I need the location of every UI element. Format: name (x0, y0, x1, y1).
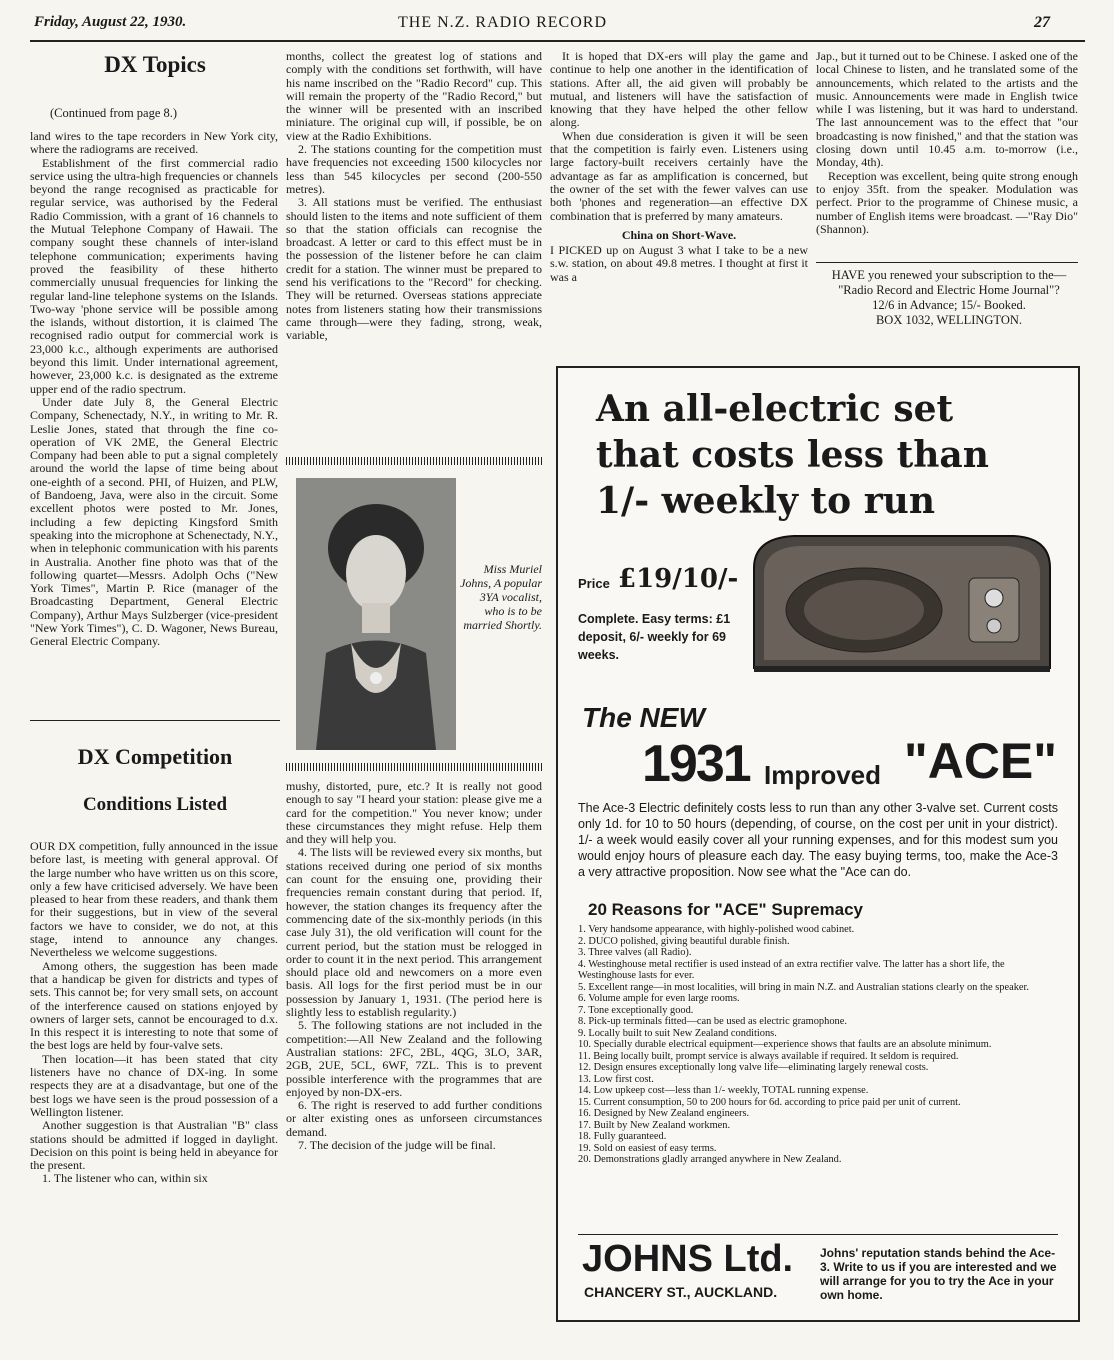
improved-label: Improved (764, 760, 882, 790)
paragraph: mushy, distorted, pure, etc.? It is really not good enough to say "I heard your station: please give me a card for the competition." You never know; under these circumstances they might refuse. Help them and they will help you. (286, 779, 542, 847)
reason-item: 15. Current consumption, 50 to 200 hours for 6d. according to price paid per unit of current. (578, 1096, 961, 1108)
reasons-title: 20 Reasons for "ACE" Supremacy (588, 900, 863, 919)
subscription-box (820, 268, 1078, 328)
competition-title: DX Competition (77, 744, 233, 769)
col2-bottom (286, 780, 542, 1152)
reason-item: 4. Westinghouse metal rectifier is used instead of an extra rectifier valve. The latter has a short life, the Westinghouse lasts for ever. (578, 958, 1005, 981)
competition-subtitle: Conditions Listed (82, 794, 228, 815)
company-address: CHANCERY ST., AUCKLAND. (584, 1284, 778, 1300)
paragraph: 6. The right is reserved to add further conditions or alter existing ones as unforseen circumstances demand. (286, 1098, 542, 1139)
reason-item: 13. Low first cost. (578, 1073, 654, 1085)
box-line: BOX 1032, WELLINGTON. (875, 313, 1023, 327)
page-date: Friday, August 22, 1930. (34, 14, 187, 30)
page-number: 27 (1034, 14, 1050, 31)
paragraph: 2. The stations counting for the competition must have frequencies not exceeding 1500 kilocycles nor less than 545 kilocycles per second (200-550 metres). (286, 142, 542, 196)
column-rule (816, 262, 1078, 263)
photo-caption: Miss Muriel Johns, A popular 3YA vocalist, who is to be married Shortly. (460, 562, 542, 632)
reason-item: 1. Very handsome appearance, with highly-polished wood cabinet. (578, 924, 855, 935)
ad-headline-3: 1/- weekly to run (596, 480, 936, 522)
paragraph: It is hoped that DX-ers will play the game and continue to help one another in the identification of stations. After all, the aid given will probably be mutual, and listeners will have the satisfaction of knowing that they have helped the other fellow along. (550, 49, 808, 130)
reason-item: 8. Pick-up terminals fitted—can be used as electric gramophone. (578, 1016, 847, 1027)
col2-top (286, 50, 542, 343)
paragraph: Under date July 8, the General Electric Company, Schenectady, N.Y., in writing to Mr. R. Leslie Jones, stated that through the fine co-operation of VK 2ME, the General Electric Company had been able to put a signal completely around the world the lapse of time being about one-eighth of a second. PHI, of Huizen, and PLW, of Bandoeng, Java, were also in the circuit. Some excellent photos were posted to Mr. Jones, including a few depicting Kingsford Smith speaking into the microphone at Schenectady, N.Y., when in telephonic communication with his parents in Australia. Another fine photo was that of the following quartet—Messrs. Adolph Ochs ("New York Times", Martin P. Rice (manager of the Broadcasting Department, General Electric Company), Arthur Mays Sulzberger (vice-president "New York Times"), C. D. Wagoner, News Bureau, General Electric Company. (30, 394, 278, 649)
paragraph: Another suggestion is that Australian "B" class stations should be admitted if logged in daylight. Decision on this point is being held in abeyance for the present. (30, 1118, 278, 1173)
paragraph: Among others, the suggestion has been made that a handicap be given for districts and types of sets. This cannot be; for very small sets, on account of the interference caused on stations enjoyed by owners of larger sets, cannot be encouraged to d.x. In this respect it is interesting to note that some of the best logs are held by four-valve sets. (30, 958, 278, 1053)
paragraph: 5. The following stations are not included in the competition:—All New Zealand and the following Australian stations: 2FC, 2BL, 4QG, 3LO, 3AR, 2GB, 2UE, 5CL, 6WF, 7ZL. This is to prevent possible interference with the programmes that are enjoyed by non-DX-ers. (286, 1018, 542, 1099)
paragraph: OUR DX competition, fully announced in the issue before last, is meeting with general approval. Of the large number who have written us on this score, only a few have criticised adversely. We have been pleased to hear from these readers, and thank them for their suggestions, but in view of the several factors we have to consider, we do not, at this stage, intend to announce any changes. Nevertheless we welcome suggestions. (30, 839, 278, 960)
ace-advertisement (556, 366, 1080, 1322)
reason-item: 6. Volume ample for even large rooms. (578, 993, 740, 1004)
col3-body (550, 50, 808, 284)
paragraph: 3. All stations must be verified. The enthusiast should listen to the items and note sufficient of them so that the station officials can recognise the broadcast. A letter or card to this effect must be in the possession of the listener before he can claim credit for a station. The winner must be prepared to send his verifications to the "Record" for checking. They will be returned. Overseas stations appreciate notes from listeners stating how their transmissions came through—were they fading, strong, weak, variable, (286, 195, 542, 343)
paragraph: 1. The listener who can, within six (42, 1171, 208, 1186)
paragraph: 4. The lists will be reviewed every six months, but stations received during one period of six months can count for the ensuing one, providing their frequencies remain constant during that period. If, however, the station changes its frequency after the commencing date of the six-monthly periods (in this case July 31), the old verification will count for the current period, but the station must be relogged in order to count it in the next period. This arrangement should place old and newcomers on a more even basis. All logs for the first period must be in our possession by January 1, 1931. (The period here is slightly less to establish regularity.) (286, 845, 542, 1020)
paragraph: land wires to the tape recorders in New York city, where the radiograms are received. (30, 129, 278, 157)
ornamental-rule (286, 457, 542, 465)
reason-item: 16. Designed by New Zealand engineers. (578, 1108, 750, 1119)
paragraph: Establishment of the first commercial radio service using the ultra-high frequencies or channels beyond the range recognised as practicable for regular service, was authorised by the Federal Radio Commission, with a grant of 16 channels to the Mutual Telephone Company of Hawaii. The company sought these channels of inter-island telephone communication; experiments having proved the feasibility of these hitherto commercially unusual frequencies for linking the regular land-line telephone systems on the Islands. Two-way 'phone service will be possible among the islands, without distortion, it is claimed The recognised radio output for commercial work is 23,000 k.c., although experiments are authorised beyond this limit. Under international agreement, however, 23,000 k.c. is designated as the extreme upper end of the radio spectrum. (30, 155, 278, 396)
ad-headline-2: that costs less than (596, 434, 989, 476)
reason-item: 3. Three valves (all Radio). (578, 947, 692, 958)
col4-body (816, 50, 1078, 236)
reason-item: 18. Fully guaranteed. (578, 1131, 667, 1142)
reason-item: 9. Locally built to suit New Zealand conditions. (578, 1027, 777, 1039)
reason-item: 20. Demonstrations gladly arranged anywhere in New Zealand. (578, 1154, 842, 1165)
paragraph: 7. The decision of the judge will be final. (298, 1138, 496, 1153)
reasons-list (578, 924, 1058, 1166)
ad-divider (578, 1234, 1058, 1235)
paragraph: months, collect the greatest log of stations and comply with the conditions set forthwith, will have his name inscribed on the "Radio Record" cup. This will remain the property of the "Radio Record," but the winner will be presented with an inscribed miniature. The original cup will, if possible, be on view at the Radio Exhibitions. (286, 49, 542, 143)
price-label: Price (578, 576, 610, 591)
header-rule (30, 40, 1085, 42)
masthead: THE N.Z. RADIO RECORD (398, 14, 607, 31)
ad-headline-1: An all-electric set (596, 388, 954, 430)
reason-item: 12. Design ensures exceptionally long valve life—eliminating largely renewal costs. (578, 1062, 929, 1073)
paragraph: Reception was excellent, being quite strong enough to enjoy 35ft. from the speaker. Modulation was perfect. Prior to the programme of Chinese music, a number of English items were broadcast. —"Ray Dio" (Shannon). (816, 168, 1078, 236)
subscription-text: HAVE you renewed your subscription to the— "Radio Record and Electric Home Journal"? (831, 268, 1067, 297)
the-new: The NEW (582, 702, 705, 733)
portrait-photo (296, 478, 456, 750)
paragraph: When due consideration is given it will be seen that the competition is fairly even. Listeners using large factory-built receivers certainly have the advantage as far as amplification is concerned, but the owner of the set with the fewer valves can use both 'phones and regeneration—an effective DX combination that is preferred by many amateurs. (550, 128, 808, 223)
price-line: 12/6 in Advance; 15/- Booked. (872, 298, 1026, 312)
competition-body (30, 840, 278, 1186)
ace-logo-text: "ACE" (904, 733, 1057, 789)
ornamental-rule (286, 763, 542, 771)
column-rule (30, 720, 280, 721)
ad-foot-note: Johns' reputation stands behind the Ace-3. Write to us if you are interested and we will arrange for you to try the Ace in your own home. (820, 1246, 1057, 1302)
reason-item: 14. Low upkeep cost—less than 1/- weekly, TOTAL running expense. (578, 1085, 869, 1096)
ad-terms: Complete. Easy terms: £1 deposit, 6/- weekly for 69 weeks. (578, 612, 731, 662)
model-year: 1931 (642, 735, 750, 793)
reason-item: 2. DUCO polished, giving beautiful durable finish. (578, 935, 790, 947)
paragraph: Jap., but it turned out to be Chinese. I asked one of the local Chinese to listen, and he translated some of the announcements, which related to the artists and the music. Announcements were made in English twice while I was listening, but it was hard to understand. The last announcement was to the effect that "our broadcasting is now finished," and that the station was closing down until 10.45 a.m. to-morrow (i.e., Monday, 4th). (816, 49, 1078, 170)
dx-topics-body (30, 130, 278, 649)
reason-item: 17. Built by New Zealand workmen. (578, 1119, 731, 1131)
reason-item: 10. Specially durable electrical equipment—experience shows that faults are an absolute minimum. (578, 1039, 992, 1050)
continued-note: (Continued from page 8.) (50, 106, 178, 120)
reason-item: 7. Tone exceptionally good. (578, 1004, 694, 1016)
reason-item: 11. Being locally built, prompt service is always available if required. It seldom is required. (578, 1050, 959, 1062)
radio-set-illustration (744, 528, 1060, 678)
company-name: JOHNS Ltd. (582, 1238, 794, 1280)
ad-price: £19/10/- (618, 564, 739, 594)
china-heading: China on Short-Wave. (621, 227, 737, 242)
reason-item: 5. Excellent range—in most localities, will bring in main N.Z. and Australian stations clearly on the speaker. (578, 981, 1030, 993)
reason-item: 19. Sold on easiest of easy terms. (578, 1142, 717, 1154)
dx-topics-title: DX Topics (104, 52, 206, 77)
ad-body: The Ace-3 Electric definitely costs less to run than any other 3-valve set. Current costs only 1d. for 10 to 50 hours (depending, of course, on the cost per unit in your district). 1/- a week would easily cover all your running expenses, and for this modest sum you would enjoy hours of pleasure each day. The easy buying terms, too, make the Ace-3 a very attractive proposition. Now see what the "Ace can do. (578, 801, 1058, 879)
china-text: I PICKED up on August 3 what I take to be a new s.w. station, on about 49.8 metres. I thought at first it was a (550, 243, 808, 284)
paragraph: Then location—it has been stated that city listeners have no chance of DX-ing. In some respects they are at a disadvantage, but one of the best logs we have seen is the proud possession of a Wellington listener. (30, 1051, 278, 1119)
